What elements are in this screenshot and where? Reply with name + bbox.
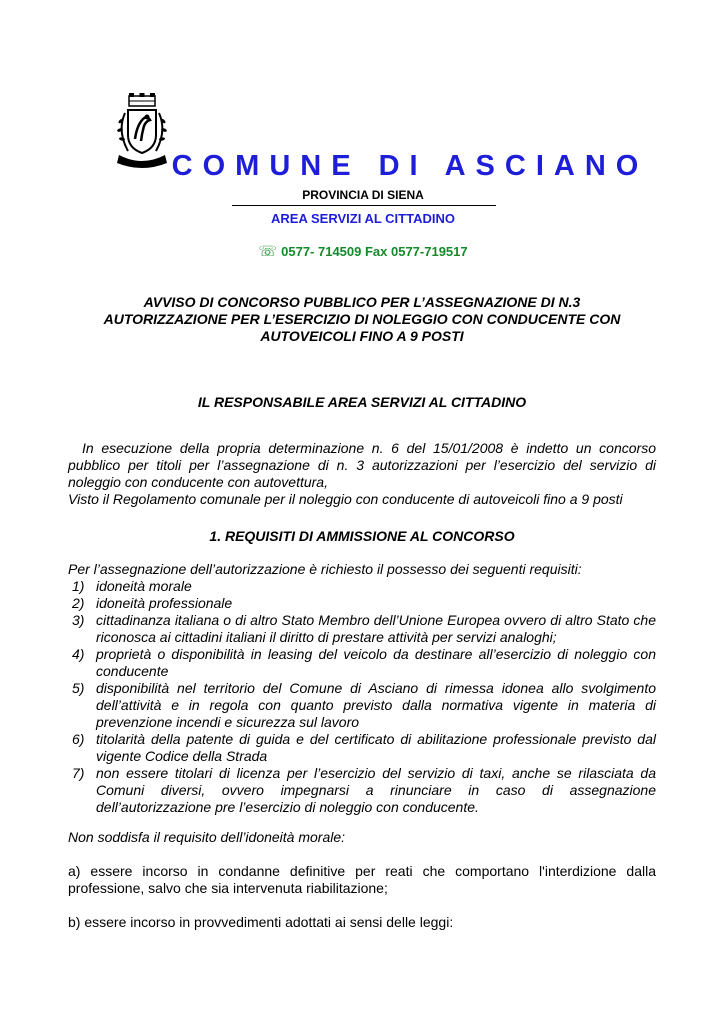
department-label: AREA SERVIZI AL CITTADINO: [271, 211, 455, 226]
notice-heading-line: AUTOVEICOLI FINO A 9 POSTI: [260, 328, 464, 344]
municipality-title: COMUNE DI ASCIANO: [171, 150, 649, 182]
header-divider: [232, 205, 496, 206]
requirements-intro: Per l’assegnazione dell’autorizzazione è richiesto il possesso dei seguenti requisiti:: [68, 561, 582, 577]
requirements-list: [68, 578, 656, 816]
phone-fax-numbers: 0577- 714509 Fax 0577-719517: [281, 244, 468, 259]
list-item: 4) proprietà o disponibilità in leasing del veicolo da destinare all’esercizio di noleggio con conducente: [72, 646, 656, 679]
notice-heading-line: AUTORIZZAZIONE PER L’ESERCIZIO DI NOLEGGIO CON CONDUCENTE CON: [103, 311, 621, 327]
province-label: PROVINCIA DI SIENA: [302, 188, 424, 202]
point-a: a) essere incorso in condanne definitive per reati che comportano l'interdizione dalla professione, salvo che sia intervenuta riabilitazione;: [68, 863, 656, 896]
list-item: 5) disponibilità nel territorio del Comune di Asciano di rimessa idonea allo svolgimento dell’attività e in regola con quanto previsto dalla normativa vigente in materia di prevenzione incendi e sicurezza sul lavoro: [72, 680, 656, 730]
list-item: 3) cittadinanza italiana o di altro Stato Membro dell’Unione Europea ovvero di altro Stato che riconosca ai cittadini italiani il diritto di prestare attività per servizi analoghi;: [72, 612, 656, 645]
regulation-paragraph: Visto il Regolamento comunale per il noleggio con conducente di autoveicoli fino a 9 posti: [68, 491, 623, 507]
telephone-icon: ☏: [258, 243, 278, 260]
notice-heading-line: AVVISO DI CONCORSO PUBBLICO PER L’ASSEGNAZIONE DI N.3: [143, 294, 581, 310]
section-title: 1. REQUISITI DI AMMISSIONE AL CONCORSO: [209, 528, 515, 544]
list-item: 7) non essere titolari di licenza per l’esercizio del servizio di taxi, anche se rilasciata da Comuni diversi, ovvero impegnarsi a rinunciare in caso di assegnazione dell’autorizzazione pre l’esercizio di noleggio con conducente.: [72, 765, 656, 815]
moral-requirement-intro: Non soddisfa il requisito dell’idoneità morale:: [68, 829, 346, 845]
contact-line: [232, 242, 494, 260]
responsible-heading: IL RESPONSABILE AREA SERVIZI AL CITTADINO: [197, 394, 527, 410]
list-item: 1) idoneità morale: [72, 578, 192, 594]
municipal-crest-icon: [111, 93, 173, 171]
list-item: 6) titolarità della patente di guida e del certificato di abilitazione professionale previsto dal vigente Codice della Strada: [72, 731, 656, 764]
notice-heading: [68, 294, 656, 345]
point-b: b) essere incorso in provvedimenti adottati ai sensi delle leggi:: [68, 914, 454, 930]
list-item: 2) idoneità professionale: [72, 595, 233, 611]
intro-paragraph: In esecuzione della propria determinazione n. 6 del 15/01/2008 è indetto un concorso pubblico per titoli per l’assegnazione di n. 3 autorizzazioni per l’esercizio del servizio di noleggio con conducente con autovettura,: [68, 440, 656, 490]
